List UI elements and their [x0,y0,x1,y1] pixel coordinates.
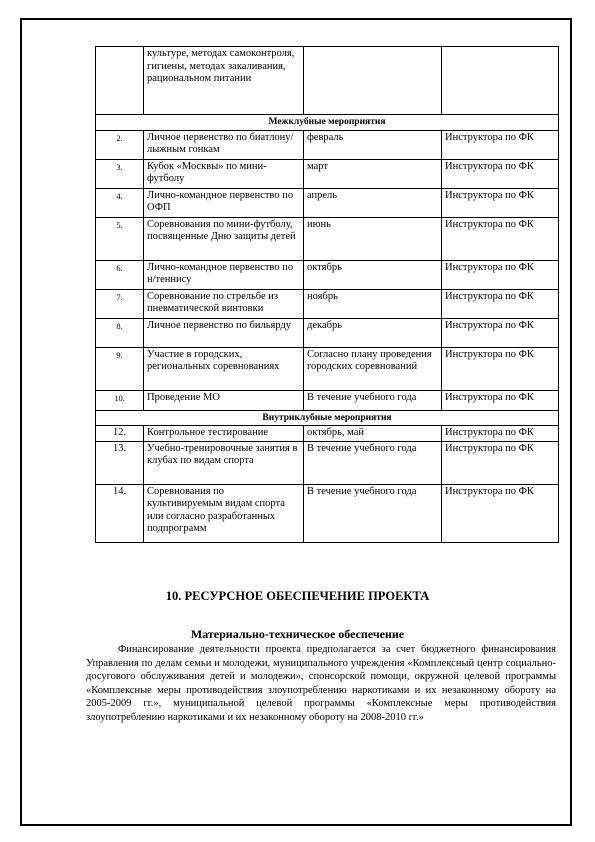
event-cell: Соревнования по мини-футболу, посвященные Дню защиты детей [144,217,304,260]
table-row [96,130,559,159]
date-cell: октябрь, май [304,426,442,442]
date-cell: февраль [304,130,442,159]
responsible-cell: Инструктора по ФК [442,484,559,542]
table-row [96,47,559,115]
table-row [96,390,559,410]
date-cell: июнь [304,217,442,260]
event-cell: Лично-командное первенство по ОФП [144,188,304,217]
event-cell: Участие в городских, региональных соревнованиях [144,347,304,390]
row-number: 10. [96,390,144,410]
row-number: 12. [96,426,144,442]
row-number: 6. [96,260,144,289]
row-number: 2. [96,130,144,159]
table-row [96,217,559,260]
responsible-cell: Инструктора по ФК [442,289,559,318]
event-cell: Соревнования по культивируемым видам спорта или согласно разработанных подпрограмм [144,484,304,542]
table-row [96,289,559,318]
section-title: Внутриклубные мероприятия [96,410,559,426]
row-number: 8. [96,318,144,347]
responsible-cell: Инструктора по ФК [442,390,559,410]
row-number: 5. [96,217,144,260]
responsible-cell [442,47,559,115]
responsible-cell: Инструктора по ФК [442,318,559,347]
row-number: 9. [96,347,144,390]
responsible-cell: Инструктора по ФК [442,441,559,484]
responsible-cell: Инструктора по ФК [442,347,559,390]
events-table [95,46,559,543]
event-cell: Лично-командное первенство по н/теннису [144,260,304,289]
section-row [96,410,559,426]
responsible-cell: Инструктора по ФК [442,260,559,289]
event-cell: культуре, методах самоконтроля, гигиены, методах закаливания, рациональном питании [144,47,304,115]
event-cell: Проведение МО [144,390,304,410]
event-cell: Соревнование по стрельбе из пневматической винтовки [144,289,304,318]
event-cell: Контрольное тестирование [144,426,304,442]
row-number [96,47,144,115]
event-cell: Личное первенство по биатлону/ лыжным гонкам [144,130,304,159]
table-row [96,260,559,289]
section-title: Межклубные мероприятия [96,115,559,131]
date-cell: В течение учебного года [304,441,442,484]
responsible-cell: Инструктора по ФК [442,188,559,217]
event-cell: Учебно-тренировочные занятия в клубах по видам спорта [144,441,304,484]
table-row [96,347,559,390]
date-cell: В течение учебного года [304,390,442,410]
date-cell: ноябрь [304,289,442,318]
date-cell: март [304,159,442,188]
event-cell: Кубок «Москвы» по мини-футболу [144,159,304,188]
row-number: 7. [96,289,144,318]
row-number: 14. [96,484,144,542]
table-row [96,441,559,484]
subsection-heading: Материально-техническое обеспечение [190,627,405,641]
responsible-cell: Инструктора по ФК [442,130,559,159]
table-row [96,318,559,347]
table-row [96,426,559,442]
row-number: 4. [96,188,144,217]
date-cell [304,47,442,115]
responsible-cell: Инструктора по ФК [442,217,559,260]
date-cell: декабрь [304,318,442,347]
table-row [96,188,559,217]
date-cell: В течение учебного года [304,484,442,542]
table-row [96,159,559,188]
responsible-cell: Инструктора по ФК [442,426,559,442]
date-cell: октябрь [304,260,442,289]
section-heading: 10. РЕСУРСНОЕ ОБЕСПЕЧЕНИЕ ПРОЕКТА [165,589,430,603]
table-row [96,484,559,542]
date-cell: Согласно плану проведения городских соревнований [304,347,442,390]
responsible-cell: Инструктора по ФК [442,159,559,188]
event-cell: Личное первенство по бильярду [144,318,304,347]
body-paragraph: Финансирование деятельности проекта предполагается за счет бюджетного финансирования Управления по делам семьи и молодежи, муниципального учреждения «Комплексный центр социально-досугового обслуживания детей и молодежи», спонсорской помощи, окружной целевой программы «Комплексные меры противодействия злоупотреблению наркотиками и их незаконному обороту на 2005-2009 гг.», муниципальной целевой программы «Комплексные меры противодействия злоупотреблению наркотиками и их незаконному обороту на 2008-2010 гг.» [86,644,556,723]
row-number: 3. [96,159,144,188]
date-cell: апрель [304,188,442,217]
row-number: 13. [96,441,144,484]
section-row [96,115,559,131]
